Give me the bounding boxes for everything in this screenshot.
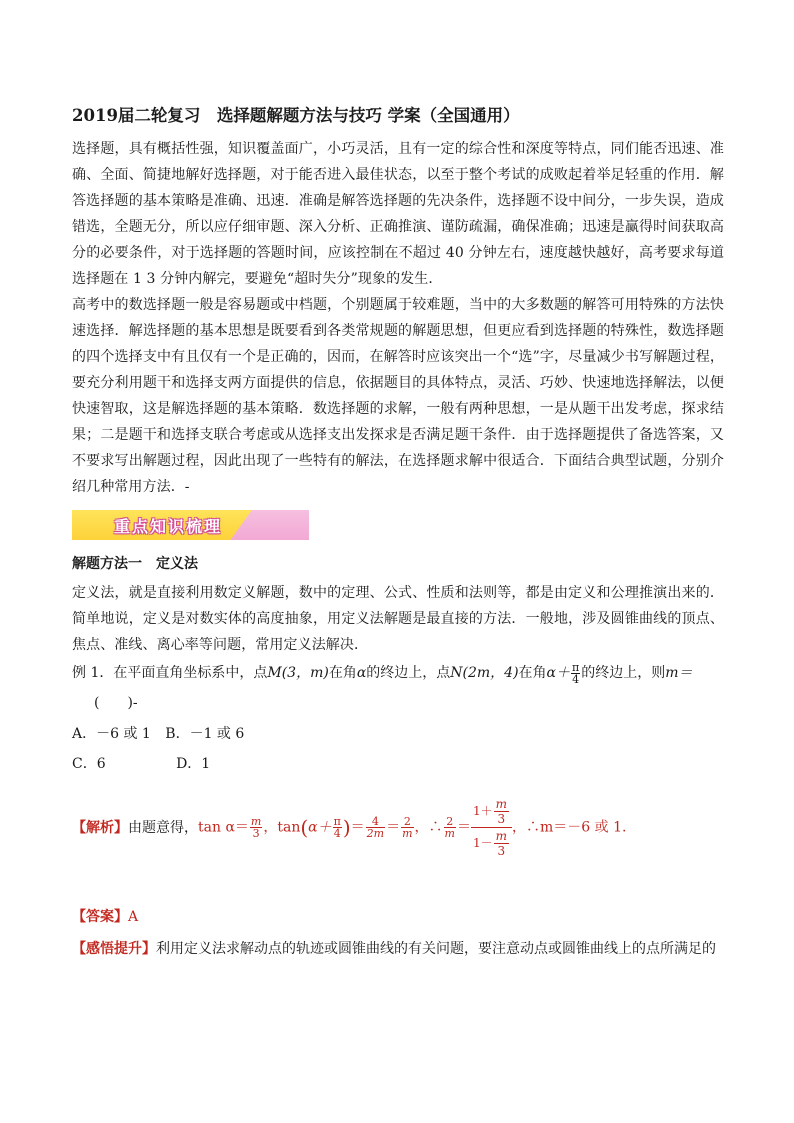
section-banner <box>72 510 309 540</box>
method-1-paragraph: 定义法，就是直接利用数定义解题，数中的定理、公式、性质和法则等，都是由定义和公理推演出来的．简单地说，定义是对数实体的高度抽象，用定义法解题是最直接的方法．一般地，涉及圆锥曲线的顶点、焦点、准线、离心率等问题，常用定义法解决． <box>72 585 724 653</box>
pi-over-4-fraction: $\frac{\pi}{4}$ <box>572 660 580 686</box>
compound-fraction: 1＋ $\frac{m}{3}$ 1－ $\frac{m}{3}$ <box>471 796 512 859</box>
document-content <box>72 102 724 963</box>
answer-line <box>72 903 724 931</box>
intro-paragraph-2: 高考中的数选择题一般是容易题或中档题，个别题属于较难题，当中的大多数题的解答可用特殊的方法快速选择．解选择题的基本思想是既要看到各类常规题的解题思想，但更应看到选择题的特殊性，数选择题的四个选择支中有且仅有一个是正确的，因而，在解答时应该突出一个“选”字，尽量减少书写解题过程，要充分利用题干和选择支两方面提供的信息，依据题目的具体特点，灵活、巧妙、快速地选择解法，以便快速智取，这是解选择题的基本策略．数选择题的求解，一般有两种思想，一是从题干出发考虑，探求结果；二是题干和选择支联合考虑或从选择支出发探求是否满足题干条件．由于选择题提供了备选答案，又不要求写出解题过程，因此出现了一些特有的解法，在选择题求解中很适合．下面结合典型试题，分别介绍几种常用方法．- <box>72 297 724 495</box>
insight-line <box>72 935 724 963</box>
point-m: M(3，m) <box>267 665 329 681</box>
analysis-line: 【解析】 由题意得， tan α＝ $\frac{m}{3}$ ，tan(α＋ $\frac{\pi}{4}$ )＝ $\frac{4}{2m}$ ＝ $\frac{2}{m}$ ，∴ $\frac{2}{m}$ ＝ 1＋ $\frac{m}{3}$ 1－ $\frac{m}{3}$ ，∴m＝－6 或 1. <box>72 797 627 858</box>
example-1-question: 例 1．在平面直角坐标系中，点M(3，m)在角α的终边上，点N(2m，4)在角α＋ $\frac{\pi}{4}$ 的终边上，则m＝( )- <box>72 660 693 711</box>
intro-paragraph-1: 选择题，具有概括性强，知识覆盖面广，小巧灵活，且有一定的综合性和深度等特点，同们能否迅速、准确、全面、简捷地解好选择题，对于能否进入最佳状态，以至于整个考试的成败起着举足轻重的作用．解答选择题的基本策略是准确、迅速．准确是解答选择题的先决条件，选择题不设中间分，一步失误，造成错选，全题无分，所以应仔细审题、深入分析、正确推演、谨防疏漏，确保准确；迅速是赢得时间获取高分的必要条件，对于选择题的答题时间，应该控制在不超过 40 分钟左右，速度越快越好，高考要求每道选择题在 1 3 分钟内解完，要避免“超时失分”现象的发生． <box>72 141 724 287</box>
options-row-1 <box>72 720 724 748</box>
document-title: 2019届二轮复习 选择题解题方法与技巧 学案（全国通用） <box>72 106 520 125</box>
option-d: D．1 <box>176 756 211 772</box>
insight-text: 利用定义法求解动点的轨迹或圆锥曲线的有关问题，要注意动点或圆锥曲线上的点所满足的 <box>156 941 716 957</box>
option-c: C．6 <box>72 756 106 772</box>
point-n: N(2m，4) <box>450 665 519 681</box>
options-row-2 <box>72 750 724 778</box>
option-b: B．－1 或 6 <box>165 726 245 742</box>
analysis-tag: 【解析】 <box>72 819 128 836</box>
answer-blank: ( )- <box>94 695 138 711</box>
option-a: A．－6 或 1 <box>72 726 151 742</box>
analysis-math: tan α＝ $\frac{m}{3}$ ，tan(α＋ $\frac{\pi}{4}$ )＝ $\frac{4}{2m}$ ＝ $\frac{2}{m}$ ，∴ $\frac{2}{m}$ ＝ 1＋ $\frac{m}{3}$ 1－ $\frac{m}{3}$ ，∴m＝－6 或 1. <box>198 797 627 858</box>
answer-value: A <box>128 909 139 925</box>
method-1-title: 解题方法一 定义法 <box>72 556 198 572</box>
insight-tag: 【感悟提升】 <box>72 941 156 957</box>
answer-tag: 【答案】 <box>72 909 128 925</box>
section-banner-label: 重点知识梳理 <box>114 517 223 536</box>
